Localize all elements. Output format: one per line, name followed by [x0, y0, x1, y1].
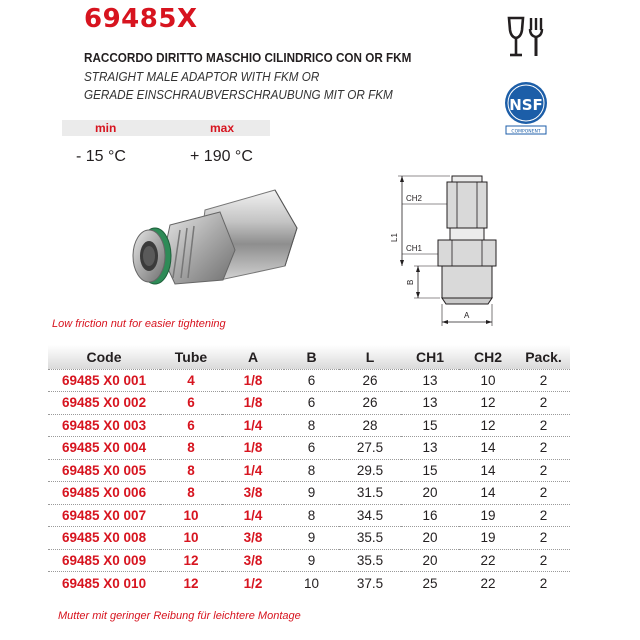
- table-row: [48, 392, 570, 415]
- cell-code: 69485 X0 005: [48, 459, 160, 482]
- table-body: [48, 369, 570, 594]
- nsf-badge-subtext: COMPONENT: [511, 129, 541, 135]
- cell-l: 37.5: [339, 572, 401, 595]
- product-code-title: 69485X: [84, 4, 198, 34]
- cell-pack: 2: [517, 482, 570, 505]
- cell-a: 1/2: [222, 572, 284, 595]
- header-tube: Tube: [160, 345, 222, 369]
- cell-b: 9: [284, 549, 339, 572]
- drawing-label-ch2: CH2: [406, 194, 423, 203]
- nsf-badge-text: NSF: [509, 96, 543, 114]
- cell-a: 3/8: [222, 549, 284, 572]
- cell-ch2: 22: [459, 549, 517, 572]
- note-german: Mutter mit geringer Reibung für leichtere Montage: [58, 610, 301, 622]
- cell-tube: 6: [160, 414, 222, 437]
- technical-drawing: [372, 170, 512, 330]
- cell-ch2: 12: [459, 392, 517, 415]
- cell-tube: 12: [160, 549, 222, 572]
- cell-ch2: 14: [459, 459, 517, 482]
- cell-ch1: 16: [401, 504, 459, 527]
- cell-code: 69485 X0 001: [48, 369, 160, 392]
- cell-tube: 12: [160, 572, 222, 595]
- table-row: [48, 437, 570, 460]
- cell-ch1: 20: [401, 527, 459, 550]
- cell-ch2: 19: [459, 504, 517, 527]
- nsf-badge: [500, 80, 552, 136]
- drawing-label-ch1: CH1: [406, 244, 423, 253]
- cell-ch2: 12: [459, 414, 517, 437]
- cell-ch1: 15: [401, 459, 459, 482]
- cell-tube: 10: [160, 504, 222, 527]
- cell-l: 26: [339, 392, 401, 415]
- cell-ch2: 14: [459, 482, 517, 505]
- cell-tube: 10: [160, 527, 222, 550]
- cell-pack: 2: [517, 459, 570, 482]
- cell-b: 8: [284, 504, 339, 527]
- header-pack: Pack.: [517, 345, 570, 369]
- temperature-min-label: min: [95, 121, 117, 135]
- cell-pack: 2: [517, 572, 570, 595]
- cell-l: 31.5: [339, 482, 401, 505]
- cell-b: 9: [284, 527, 339, 550]
- cell-b: 8: [284, 414, 339, 437]
- cell-pack: 2: [517, 527, 570, 550]
- cell-l: 34.5: [339, 504, 401, 527]
- temperature-header-bar: [62, 120, 270, 136]
- cell-pack: 2: [517, 504, 570, 527]
- cell-a: 3/8: [222, 527, 284, 550]
- temperature-max-value: + 190 °C: [190, 148, 253, 165]
- drawing-label-b: B: [406, 279, 415, 285]
- cell-tube: 4: [160, 369, 222, 392]
- cell-code: 69485 X0 009: [48, 549, 160, 572]
- cell-b: 9: [284, 482, 339, 505]
- cell-a: 1/8: [222, 369, 284, 392]
- header-ch1: CH1: [401, 345, 459, 369]
- drawing-label-l1: L1: [390, 233, 399, 242]
- cell-a: 1/4: [222, 414, 284, 437]
- food-contact-icon: [505, 14, 551, 60]
- cell-code: 69485 X0 002: [48, 392, 160, 415]
- table-row: [48, 527, 570, 550]
- cell-code: 69485 X0 003: [48, 414, 160, 437]
- cell-ch1: 13: [401, 437, 459, 460]
- cell-ch1: 13: [401, 392, 459, 415]
- table-row: [48, 459, 570, 482]
- product-photo: [125, 180, 305, 300]
- header-l: L: [339, 345, 401, 369]
- cell-ch2: 22: [459, 572, 517, 595]
- table-row: [48, 504, 570, 527]
- cell-l: 29.5: [339, 459, 401, 482]
- drawing-label-a: A: [464, 311, 470, 320]
- table-row: [48, 482, 570, 505]
- header-a: A: [222, 345, 284, 369]
- cell-a: 3/8: [222, 482, 284, 505]
- temperature-max-label: max: [210, 121, 235, 135]
- cell-ch1: 20: [401, 549, 459, 572]
- cell-a: 1/4: [222, 504, 284, 527]
- note-english: Low friction nut for easier tightening: [52, 318, 226, 330]
- cell-a: 1/8: [222, 437, 284, 460]
- cell-ch1: 25: [401, 572, 459, 595]
- cell-ch2: 10: [459, 369, 517, 392]
- cell-code: 69485 X0 004: [48, 437, 160, 460]
- cell-code: 69485 X0 010: [48, 572, 160, 595]
- header-code: Code: [48, 345, 160, 369]
- cell-pack: 2: [517, 437, 570, 460]
- temperature-min-value: - 15 °C: [76, 148, 126, 165]
- cell-ch1: 13: [401, 369, 459, 392]
- cell-tube: 8: [160, 482, 222, 505]
- cell-pack: 2: [517, 549, 570, 572]
- cell-tube: 6: [160, 392, 222, 415]
- cell-pack: 2: [517, 414, 570, 437]
- description-english: STRAIGHT MALE ADAPTOR WITH FKM OR: [84, 69, 320, 84]
- cell-code: 69485 X0 006: [48, 482, 160, 505]
- cell-a: 1/8: [222, 392, 284, 415]
- cell-code: 69485 X0 007: [48, 504, 160, 527]
- cell-l: 26: [339, 369, 401, 392]
- cell-ch1: 20: [401, 482, 459, 505]
- table-row: [48, 549, 570, 572]
- cell-tube: 8: [160, 459, 222, 482]
- description-german: GERADE EINSCHRAUBVERSCHRAUBUNG MIT OR FKM: [84, 87, 393, 102]
- cell-b: 6: [284, 437, 339, 460]
- cell-l: 35.5: [339, 527, 401, 550]
- table-row: [48, 369, 570, 392]
- cell-l: 28: [339, 414, 401, 437]
- cell-ch2: 19: [459, 527, 517, 550]
- cell-code: 69485 X0 008: [48, 527, 160, 550]
- table-row: [48, 572, 570, 595]
- cell-b: 6: [284, 369, 339, 392]
- header-b: B: [284, 345, 339, 369]
- cell-l: 35.5: [339, 549, 401, 572]
- table-row: [48, 414, 570, 437]
- cell-a: 1/4: [222, 459, 284, 482]
- cell-ch1: 15: [401, 414, 459, 437]
- cell-pack: 2: [517, 392, 570, 415]
- table-header-row: [48, 345, 570, 369]
- header-ch2: CH2: [459, 345, 517, 369]
- cell-b: 6: [284, 392, 339, 415]
- cell-b: 10: [284, 572, 339, 595]
- spec-table: [48, 345, 570, 594]
- cell-pack: 2: [517, 369, 570, 392]
- cell-tube: 8: [160, 437, 222, 460]
- cell-b: 8: [284, 459, 339, 482]
- cell-ch2: 14: [459, 437, 517, 460]
- description-italian: RACCORDO DIRITTO MASCHIO CILINDRICO CON OR FKM: [84, 50, 412, 65]
- cell-l: 27.5: [339, 437, 401, 460]
